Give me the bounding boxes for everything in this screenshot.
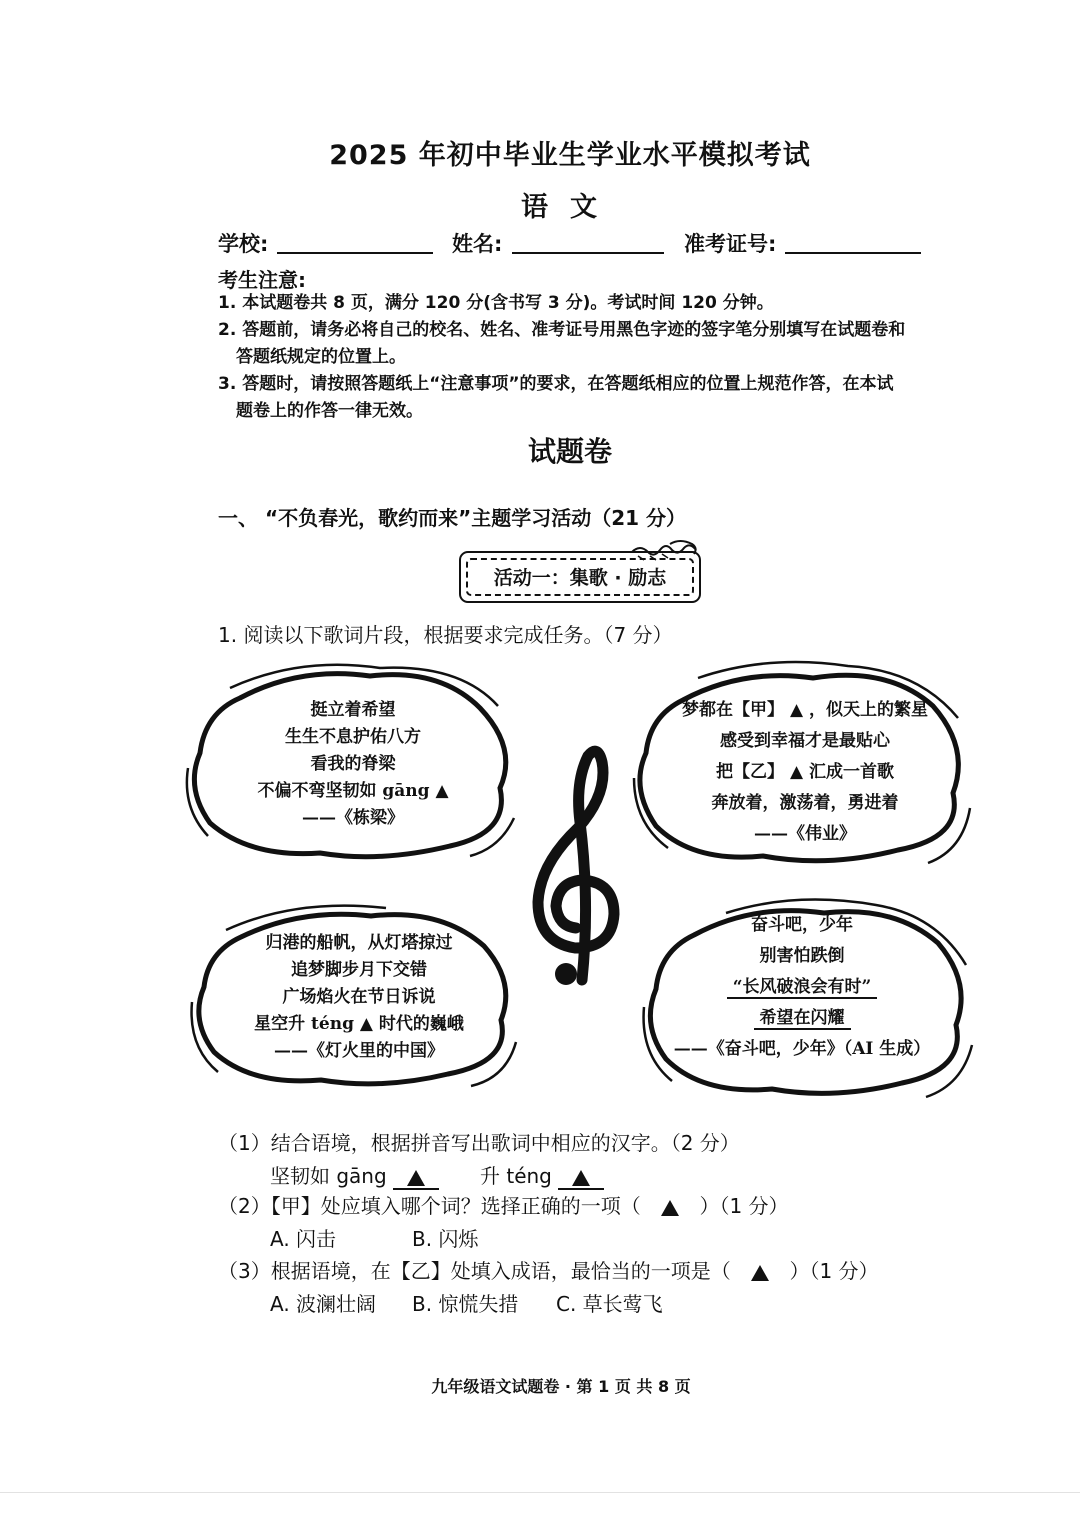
highlighted-lyric-line: 希望在闪耀 (754, 1008, 851, 1030)
lyric-block-fendou: 奋斗吧，少年 别害怕跌倒 “长风破浪会有时” 希望在闪耀 ——《奋斗吧，少年》（AI 生成） (673, 915, 931, 1059)
subject-title: 语文 (521, 192, 619, 223)
answer-slot-jia[interactable] (647, 1194, 693, 1218)
name-field[interactable] (512, 252, 664, 254)
option-q3-a[interactable]: A. 波澜壮阔 (270, 1292, 377, 1316)
answer-slot-yi[interactable] (737, 1259, 783, 1283)
lyric-block-weiye: 梦都在【甲】 ▲ ，似天上的繁星 感受到幸福才是最贴心 把【乙】 ▲ 汇成一首歌 奔放着，激荡着，勇进着 ——《伟业》 (682, 700, 928, 844)
bottom-divider (0, 1492, 1080, 1493)
page-footer: 九年级语文试题卷 · 第 1 页 共 8 页 (431, 1377, 691, 1396)
highlighted-lyric-line: “长风破浪会有时” (727, 977, 878, 999)
school-label: 学校: (218, 232, 269, 256)
lyric-block-denghuo: 归港的船帆，从灯塔掠过 追梦脚步月下交错 广场焰火在节日诉说 星空升 téng ▲ 时代的巍峨 ——《灯火里的中国》 (254, 933, 464, 1061)
notice-heading: 考生注意: (218, 268, 306, 292)
notice-item-1: 1. 本试题卷共 8 页，满分 120 分(含书写 3 分)。考试时间 120 分钟。 (218, 293, 774, 313)
lyric-block-dongliang: 挺立着希望 生生不息护佑八方 看我的脊梁 不偏不弯坚韧如 gāng ▲ ——《栋梁》 (257, 700, 449, 828)
paper-heading: 试题卷 (527, 435, 612, 468)
blank-teng: 升 téng (480, 1160, 604, 1189)
section-title: 一、 “不负春光，歌约而来”主题学习活动（21 分） (218, 506, 687, 530)
question-1-1: （1）结合语境，根据拼音写出歌词中相应的汉字。（2 分） (218, 1131, 740, 1155)
name-label: 姓名: (452, 232, 503, 256)
triangle-marker-icon (751, 1265, 769, 1281)
option-q2-a[interactable]: A. 闪击 (270, 1227, 337, 1251)
triangle-marker-icon (407, 1170, 425, 1186)
activity-label-box (459, 551, 701, 603)
blank-gang: 坚韧如 gāng (270, 1160, 439, 1189)
exam-title: 2025 年初中毕业生学业水平模拟考试 (329, 140, 811, 171)
question-1-2: （2）【甲】处应填入哪个词？选择正确的一项（ ）（1 分） (218, 1194, 789, 1218)
triangle-marker-icon (572, 1170, 590, 1186)
notice-item-2: 2. 答题前，请务必将自己的校名、姓名、准考证号用黑色字迹的签字笔分别填写在试题卷和 答题纸规定的位置上。 (218, 320, 906, 367)
exam-number-label: 准考证号: (684, 232, 777, 256)
triangle-marker-icon (661, 1200, 679, 1216)
school-field[interactable] (277, 252, 433, 254)
option-q3-b[interactable]: B. 惊慌失措 (412, 1292, 519, 1316)
answer-blank-teng[interactable] (558, 1164, 604, 1190)
notice-item-3: 3. 答题时，请按照答题纸上“注意事项”的要求，在答题纸相应的位置上规范作答，在本试 题卷上的作答一律无效。 (218, 374, 894, 421)
question-1-3: （3）根据语境，在【乙】处填入成语，最恰当的一项是（ ）（1 分） (218, 1259, 879, 1283)
exam-number-field[interactable] (785, 252, 921, 254)
option-q3-c[interactable]: C. 草长莺飞 (556, 1292, 663, 1316)
treble-clef-icon (520, 742, 630, 992)
answer-blank-gang[interactable] (393, 1164, 439, 1190)
option-q2-b[interactable]: B. 闪烁 (412, 1227, 479, 1251)
activity-label: 活动一：集歌 · 励志 (466, 558, 694, 596)
question-1-prompt: 1. 阅读以下歌词片段，根据要求完成任务。（7 分） (218, 623, 673, 647)
